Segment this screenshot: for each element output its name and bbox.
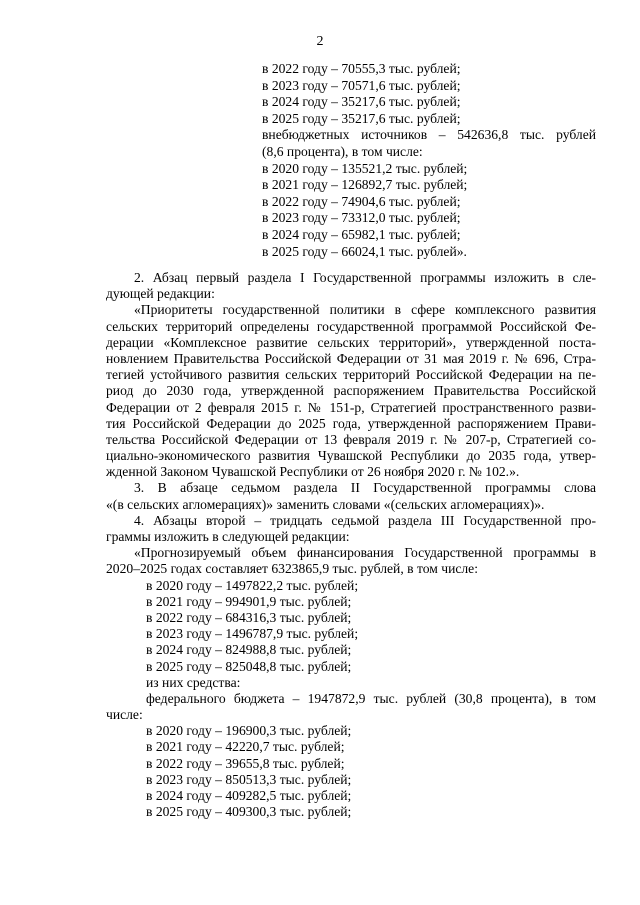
text-line: в 2020 году – 1497822,2 тыс. рублей; <box>146 577 359 593</box>
text-line: в 2023 году – 73312,0 тыс. рублей; <box>262 210 461 226</box>
text-line: сельских территорий определены государственной программой Российской Фе- <box>106 318 596 334</box>
paragraph-item-4: 4. Абзацы второй – тридцать седьмой раздела III Государственной про- <box>134 512 596 528</box>
funding-continuation-block <box>262 61 596 260</box>
text-line: циально-экономического развития Чувашской Республики до 2035 года, утвер- <box>106 448 596 464</box>
text-line: из них средства: <box>146 674 241 690</box>
text-line: в 2022 году – 70555,3 тыс. рублей; <box>262 61 461 76</box>
text-line: в 2022 году – 39655,8 тыс. рублей; <box>146 755 345 771</box>
text-line: в 2021 году – 42220,7 тыс. рублей; <box>146 739 345 755</box>
text-line: в 2020 году – 135521,2 тыс. рублей; <box>262 160 468 176</box>
text-line: тегией устойчивого развития сельских территорий Российской Федерации на пе- <box>106 367 596 383</box>
text-line: Федерации от 2 февраля 2015 г. № 151-р, Стратегией пространственного разви- <box>106 399 596 415</box>
amendments-body <box>106 270 596 820</box>
text-line: в 2024 году – 35217,6 тыс. рублей; <box>262 94 461 110</box>
text-line: в 2025 году – 409300,3 тыс. рублей; <box>146 804 352 820</box>
text-line: федерального бюджета – 1947872,9 тыс. рублей (30,8 процента), в том <box>146 690 596 706</box>
text-line: дующей редакции: <box>106 286 215 302</box>
text-line: новлением Правительства Российской Федерации от 31 мая 2019 г. № 696, Стра- <box>106 350 596 366</box>
text-line: в 2022 году – 74904,6 тыс. рублей; <box>262 193 461 209</box>
text-line: в 2021 году – 126892,7 тыс. рублей; <box>262 177 468 193</box>
text-line: (8,6 процента), в том числе: <box>262 143 423 159</box>
text-line: внебюджетных источников – 542636,8 тыс. рублей <box>262 127 596 143</box>
text-line: жденной Законом Чувашской Республики от 26 ноября 2020 г. № 102.». <box>106 464 520 480</box>
text-line: в 2020 году – 196900,3 тыс. рублей; <box>146 723 352 739</box>
text-line: в 2025 году – 825048,8 тыс. рублей; <box>146 658 352 674</box>
text-line: 2020–2025 годах составляет 6323865,9 тыс. рублей, в том числе: <box>106 561 478 577</box>
text-line: в 2024 году – 65982,1 тыс. рублей; <box>262 226 461 242</box>
text-line: в 2023 году – 1496787,9 тыс. рублей; <box>146 626 359 642</box>
text-line: в 2025 году – 66024,1 тыс. рублей». <box>262 243 467 259</box>
paragraph-item-3: 3. В абзаце седьмом раздела II Государственной программы слова <box>134 480 596 496</box>
text-line: в 2025 году – 35217,6 тыс. рублей; <box>262 110 461 126</box>
text-line: дерации «Комплексное развитие сельских территорий», утвержденной поста- <box>106 334 596 350</box>
text-line: числе: <box>106 707 143 723</box>
text-line: в 2023 году – 850513,3 тыс. рублей; <box>146 771 352 787</box>
text-line: «Прогнозируемый объем финансирования Государственной программы в <box>134 545 596 561</box>
paragraph-item-2: 2. Абзац первый раздела I Государственной программы изложить в сле- <box>134 270 596 285</box>
text-line: в 2022 году – 684316,3 тыс. рублей; <box>146 609 352 625</box>
text-line: в 2021 году – 994901,9 тыс. рублей; <box>146 593 352 609</box>
text-line: «(в сельских агломерациях)» заменить словами «(сельских агломерациях)». <box>106 496 545 512</box>
text-line: риод до 2030 года, утвержденной распоряжением Правительства Российской <box>106 383 596 399</box>
text-line: в 2024 году – 409282,5 тыс. рублей; <box>146 788 352 803</box>
text-line: тельства Российской Федерации от 13 февраля 2019 г. № 207-р, Стратегией со- <box>106 431 596 447</box>
text-line: «Приоритеты государственной политики в сфере комплексного развития <box>134 302 596 318</box>
text-line: в 2023 году – 70571,6 тыс. рублей; <box>262 77 461 93</box>
text-line: тия Российской Федерации до 2025 года, утвержденной распоряжением Прави- <box>106 415 596 431</box>
text-line: граммы изложить в следующей редакции: <box>106 529 350 544</box>
text-line: в 2024 году – 824988,8 тыс. рублей; <box>146 642 352 658</box>
page-number: 2 <box>316 34 324 49</box>
